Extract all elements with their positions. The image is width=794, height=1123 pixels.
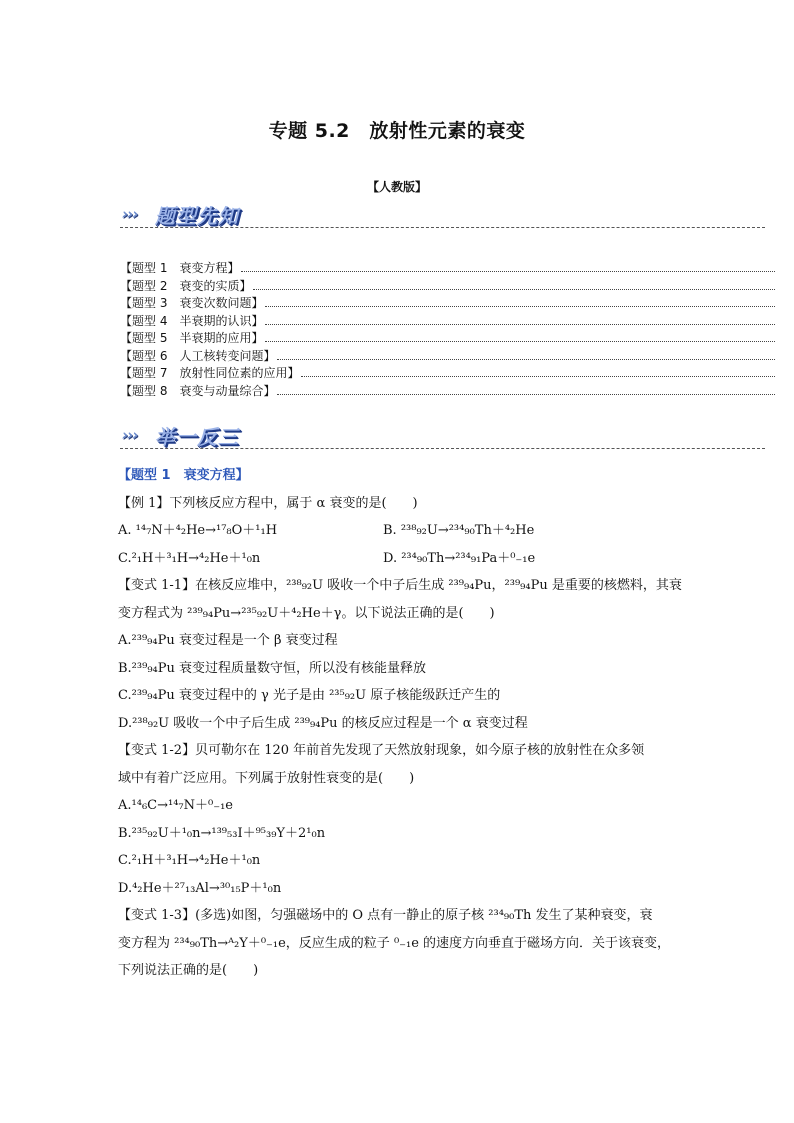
toc-item[interactable]: 【题型 3 衰变次数问题】 xyxy=(120,294,775,312)
option-c: C.²³⁹₉₄Pu 衰变过程中的 γ 光子是由 ²³⁵₉₂U 原子核能级跃迁产生的 xyxy=(118,688,501,703)
banner-title: 题型先知 xyxy=(155,204,239,228)
banner-practice xyxy=(120,421,765,447)
variant-1-2-stem-line1: 【变式 1-2】贝可勒尔在 120 年前首先发现了天然放射现象，如今原子核的放射性在众多领 xyxy=(118,743,645,758)
arrows-icon: ››› xyxy=(122,426,138,444)
table-of-contents xyxy=(120,259,775,399)
example-1-stem: 【例 1】下列核反应方程中，属于 α 衰变的是( ) xyxy=(118,495,418,511)
option-d: D.²³⁸₉₂U 吸收一个中子后生成 ²³⁹₉₄Pu 的核反应过程是一个 α 衰变过程 xyxy=(118,715,528,731)
divider xyxy=(120,448,765,449)
option-a: A. ¹⁴₇N＋⁴₂He→¹⁷₈O＋¹₁H xyxy=(118,523,278,538)
question-body xyxy=(118,462,683,985)
option-c: C.²₁H＋³₁H→⁴₂He＋¹₀n xyxy=(118,550,261,566)
example-1-options-ab xyxy=(118,517,683,545)
variant-1-1-stem-line1: 【变式 1-1】在核反应堆中，²³⁸₉₂U 吸收一个中子后生成 ²³⁹₉₄Pu，²³⁹₉₄Pu 是重要的核燃料，其衰 xyxy=(118,578,682,593)
toc-item[interactable]: 【题型 6 人工核转变问题】 xyxy=(120,347,775,365)
option-a: A.¹⁴₆C→¹⁴₇N＋⁰₋₁e xyxy=(118,798,233,813)
toc-item[interactable]: 【题型 7 放射性同位素的应用】 xyxy=(120,364,775,382)
option-b: B.²³⁵₉₂U＋¹₀n→¹³⁹₅₃I＋⁹⁵₃₉Y＋2¹₀n xyxy=(118,825,326,841)
option-d: D.⁴₂He＋²⁷₁₃Al→³⁰₁₅P＋¹₀n xyxy=(118,880,282,896)
edition-label: 【人教版】 xyxy=(366,180,427,194)
variant-1-3-stem-line3: 下列说法正确的是( ) xyxy=(118,963,259,978)
toc-item[interactable]: 【题型 2 衰变的实质】 xyxy=(120,277,775,295)
arrows-icon: ››› xyxy=(122,205,138,223)
section-heading: 【题型 1 衰变方程】 xyxy=(118,468,249,483)
variant-1-3-stem-line1: 【变式 1-3】(多选)如图，匀强磁场中的 O 点有一静止的原子核 ²³⁴₉₀Th 发生了某种衰变，衰 xyxy=(118,908,653,923)
toc-item[interactable]: 【题型 4 半衰期的认识】 xyxy=(120,312,775,330)
page-title: 专题 5.2 放射性元素的衰变 xyxy=(268,120,526,142)
banner-topic-preview xyxy=(120,200,765,226)
example-1-options-cd xyxy=(118,545,683,573)
toc-item[interactable]: 【题型 8 衰变与动量综合】 xyxy=(120,382,775,400)
option-b: B.²³⁹₉₄Pu 衰变过程质量数守恒，所以没有核能量释放 xyxy=(118,660,426,676)
variant-1-3-stem-line2: 变方程为 ²³⁴₉₀Th→ᴬ₂Y＋⁰₋₁e，反应生成的粒子 ⁰₋₁e 的速度方向垂直于磁场方向．关于该衰变， xyxy=(118,935,671,951)
banner-title: 举一反三 xyxy=(155,425,239,449)
option-b: B. ²³⁸₉₂U→²³⁴₉₀Th＋⁴₂He xyxy=(383,523,535,538)
variant-1-1-stem-line2: 变方程式为 ²³⁹₉₄Pu→²³⁵₉₂U＋⁴₂He＋γ。以下说法正确的是( ) xyxy=(118,605,495,621)
toc-item[interactable]: 【题型 1 衰变方程】 xyxy=(120,259,775,277)
toc-item[interactable]: 【题型 5 半衰期的应用】 xyxy=(120,329,775,347)
option-c: C.²₁H＋³₁H→⁴₂He＋¹₀n xyxy=(118,853,261,868)
option-a: A.²³⁹₉₄Pu 衰变过程是一个 β 衰变过程 xyxy=(118,633,338,648)
divider xyxy=(120,227,765,228)
option-d: D. ²³⁴₉₀Th→²³⁴₉₁Pa＋⁰₋₁e xyxy=(383,550,536,566)
variant-1-2-stem-line2: 域中有着广泛应用。下列属于放射性衰变的是( ) xyxy=(118,770,415,786)
